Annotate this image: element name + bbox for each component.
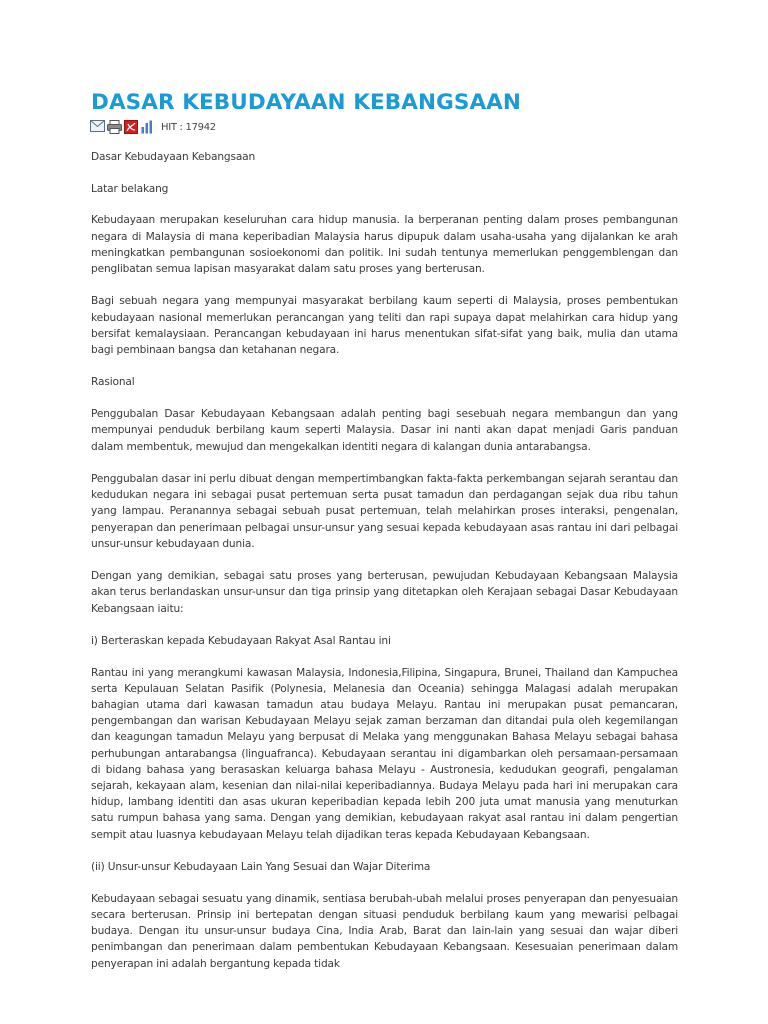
hit-counter: HIT : 17942 — [161, 121, 216, 133]
print-icon[interactable] — [107, 120, 121, 134]
article-body — [91, 149, 678, 988]
article-toolbar — [90, 118, 216, 136]
section-heading-latar-belakang: Latar belakang — [91, 182, 169, 195]
paragraph: Penggubalan Dasar Kebudayaan Kebangsaan adalah penting bagi sesebuah negara membangun dan yang mempunyai penduduk berbilang kaum seperti Malaysia. Dasar ini nanti akan dapat menjadi Garis panduan dalam membentuk, mewujud dan mengekalkan identiti negara di kalangan dunia antarabangsa. — [91, 408, 678, 453]
section-heading-rasional: Rasional — [91, 376, 135, 389]
paragraph: Rantau ini yang merangkumi kawasan Malaysia, Indonesia,Filipina, Singapura, Brunei, Thailand dan Kampuchea serta Kepulauan Selatan Pasifik (Polynesia, Melanesia dan Oceania) sehingga Malagasi adalah merupakan bahagian utama dari kawasan tamadun atau budaya Melayu. Rantau ini merupakan pusat pemancaran, pengembangan dan warisan Kebudayaan Melayu sejak zaman berzaman dan ditandai pula oleh kegemilangan dan keagungan tamadun Melayu yang berpusat di Melaka yang menggunakan Bahasa Melayu sebagai bahasa perhubungan antarabangsa (linguafranca). Kebudayaan serantau ini digambarkan oleh persamaan-persamaan di bidang bahasa yang berasaskan keluarga bahasa Melayu - Austronesia, kedudukan geografi, pengalaman sejarah, kekayaan alam, kesenian dan nilai-nilai keperibadiannya. Budaya Melayu pada hari ini merupakan cara hidup, lambang identiti dan asas ukuran keperibadian kepada lebih 200 juta umat manusia yang menuturkan satu rumpun bahasa yang sama. Dengan yang demikian, kebudayaan rakyat asal rantau ini dalam pengertian sempit atau luasnya kebudayaan Melayu telah dijadikan teras kepada Kebudayaan Kebangsaan. — [91, 666, 678, 841]
paragraph: Kebudayaan sebagai sesuatu yang dinamik, sentiasa berubah-ubah melalui proses penyerapan dan penyesuaian secara berterusan. Prinsip ini bertepatan dengan situasi penduduk berbilang kaum yang mewarisi pelbagai budaya. Dengan itu unsur-unsur budaya Cina, India Arab, Barat dan lain-lain yang sesuai dan wajar diberi penimbangan dan penerimaan dalam pembentukan Kebudayaan Kebangsaan. Kesesuaian penerimaan dalam penyerapan ini adalah bergantung kepada tidak — [91, 892, 678, 970]
paragraph: Kebudayaan merupakan keseluruhan cara hidup manusia. Ia berperanan penting dalam proses pembangunan negara di Malaysia di mana keperibadian Malaysia harus dipupuk dalam usaha-usaha yang dijalankan ke arah meningkatkan pembangunan sosioekonomi dan politik. Ini sudah tentunya memerlukan penggemblengan dan penglibatan semua lapisan masyarakat dalam satu proses yang berterusan. — [91, 214, 678, 276]
page-title: DASAR KEBUDAYAAN KEBANGSAAN — [91, 90, 522, 115]
section-heading-principle-1: i) Berteraskan kepada Kebudayaan Rakyat Asal Rantau ini — [91, 634, 391, 647]
paragraph: Penggubalan dasar ini perlu dibuat dengan mempertimbangkan fakta-fakta perkembangan sejarah serantau dan kedudukan negara ini sebagai pusat pertemuan serta pusat tamadun dan perdagangan sejak dua ribu tahun yang lampau. Peranannya sebagai sebuah pusat pertemuan, telah melahirkan proses interaksi, pengenalan, penyerapan dan penerimaan pelbagai unsur-unsur yang sesuai kepada kebudayaan asas rantau ini dari pelbagai unsur-unsur kebudayaan dunia. — [91, 472, 678, 550]
email-icon[interactable] — [90, 120, 104, 134]
article-subtitle: Dasar Kebudayaan Kebangsaan — [91, 151, 256, 163]
paragraph: Bagi sebuah negara yang mempunyai masyarakat berbilang kaum seperti di Malaysia, proses pembentukan kebudayaan nasional memerlukan perancangan yang teliti dan rapi supaya dapat melahirkan cara hidup yang bersifat kemalaysiaan. Perancangan kebudayaan ini harus menentukan sifat-sifat yang baik, mulia dan utama bagi pembinaan bangsa dan ketahanan negara. — [91, 295, 678, 357]
section-heading-principle-2: (ii) Unsur-unsur Kebudayaan Lain Yang Sesuai dan Wajar Diterima — [91, 861, 431, 874]
pdf-icon[interactable] — [124, 120, 138, 134]
paragraph: Dengan yang demikian, sebagai satu proses yang berterusan, pewujudan Kebudayaan Kebangsaan Malaysia akan terus berlandaskan unsur-unsur dan tiga prinsip yang ditetapkan oleh Kerajaan sebagai Dasar Kebudayaan Kebangsaan iaitu: — [91, 570, 678, 615]
stats-icon[interactable] — [141, 120, 155, 134]
